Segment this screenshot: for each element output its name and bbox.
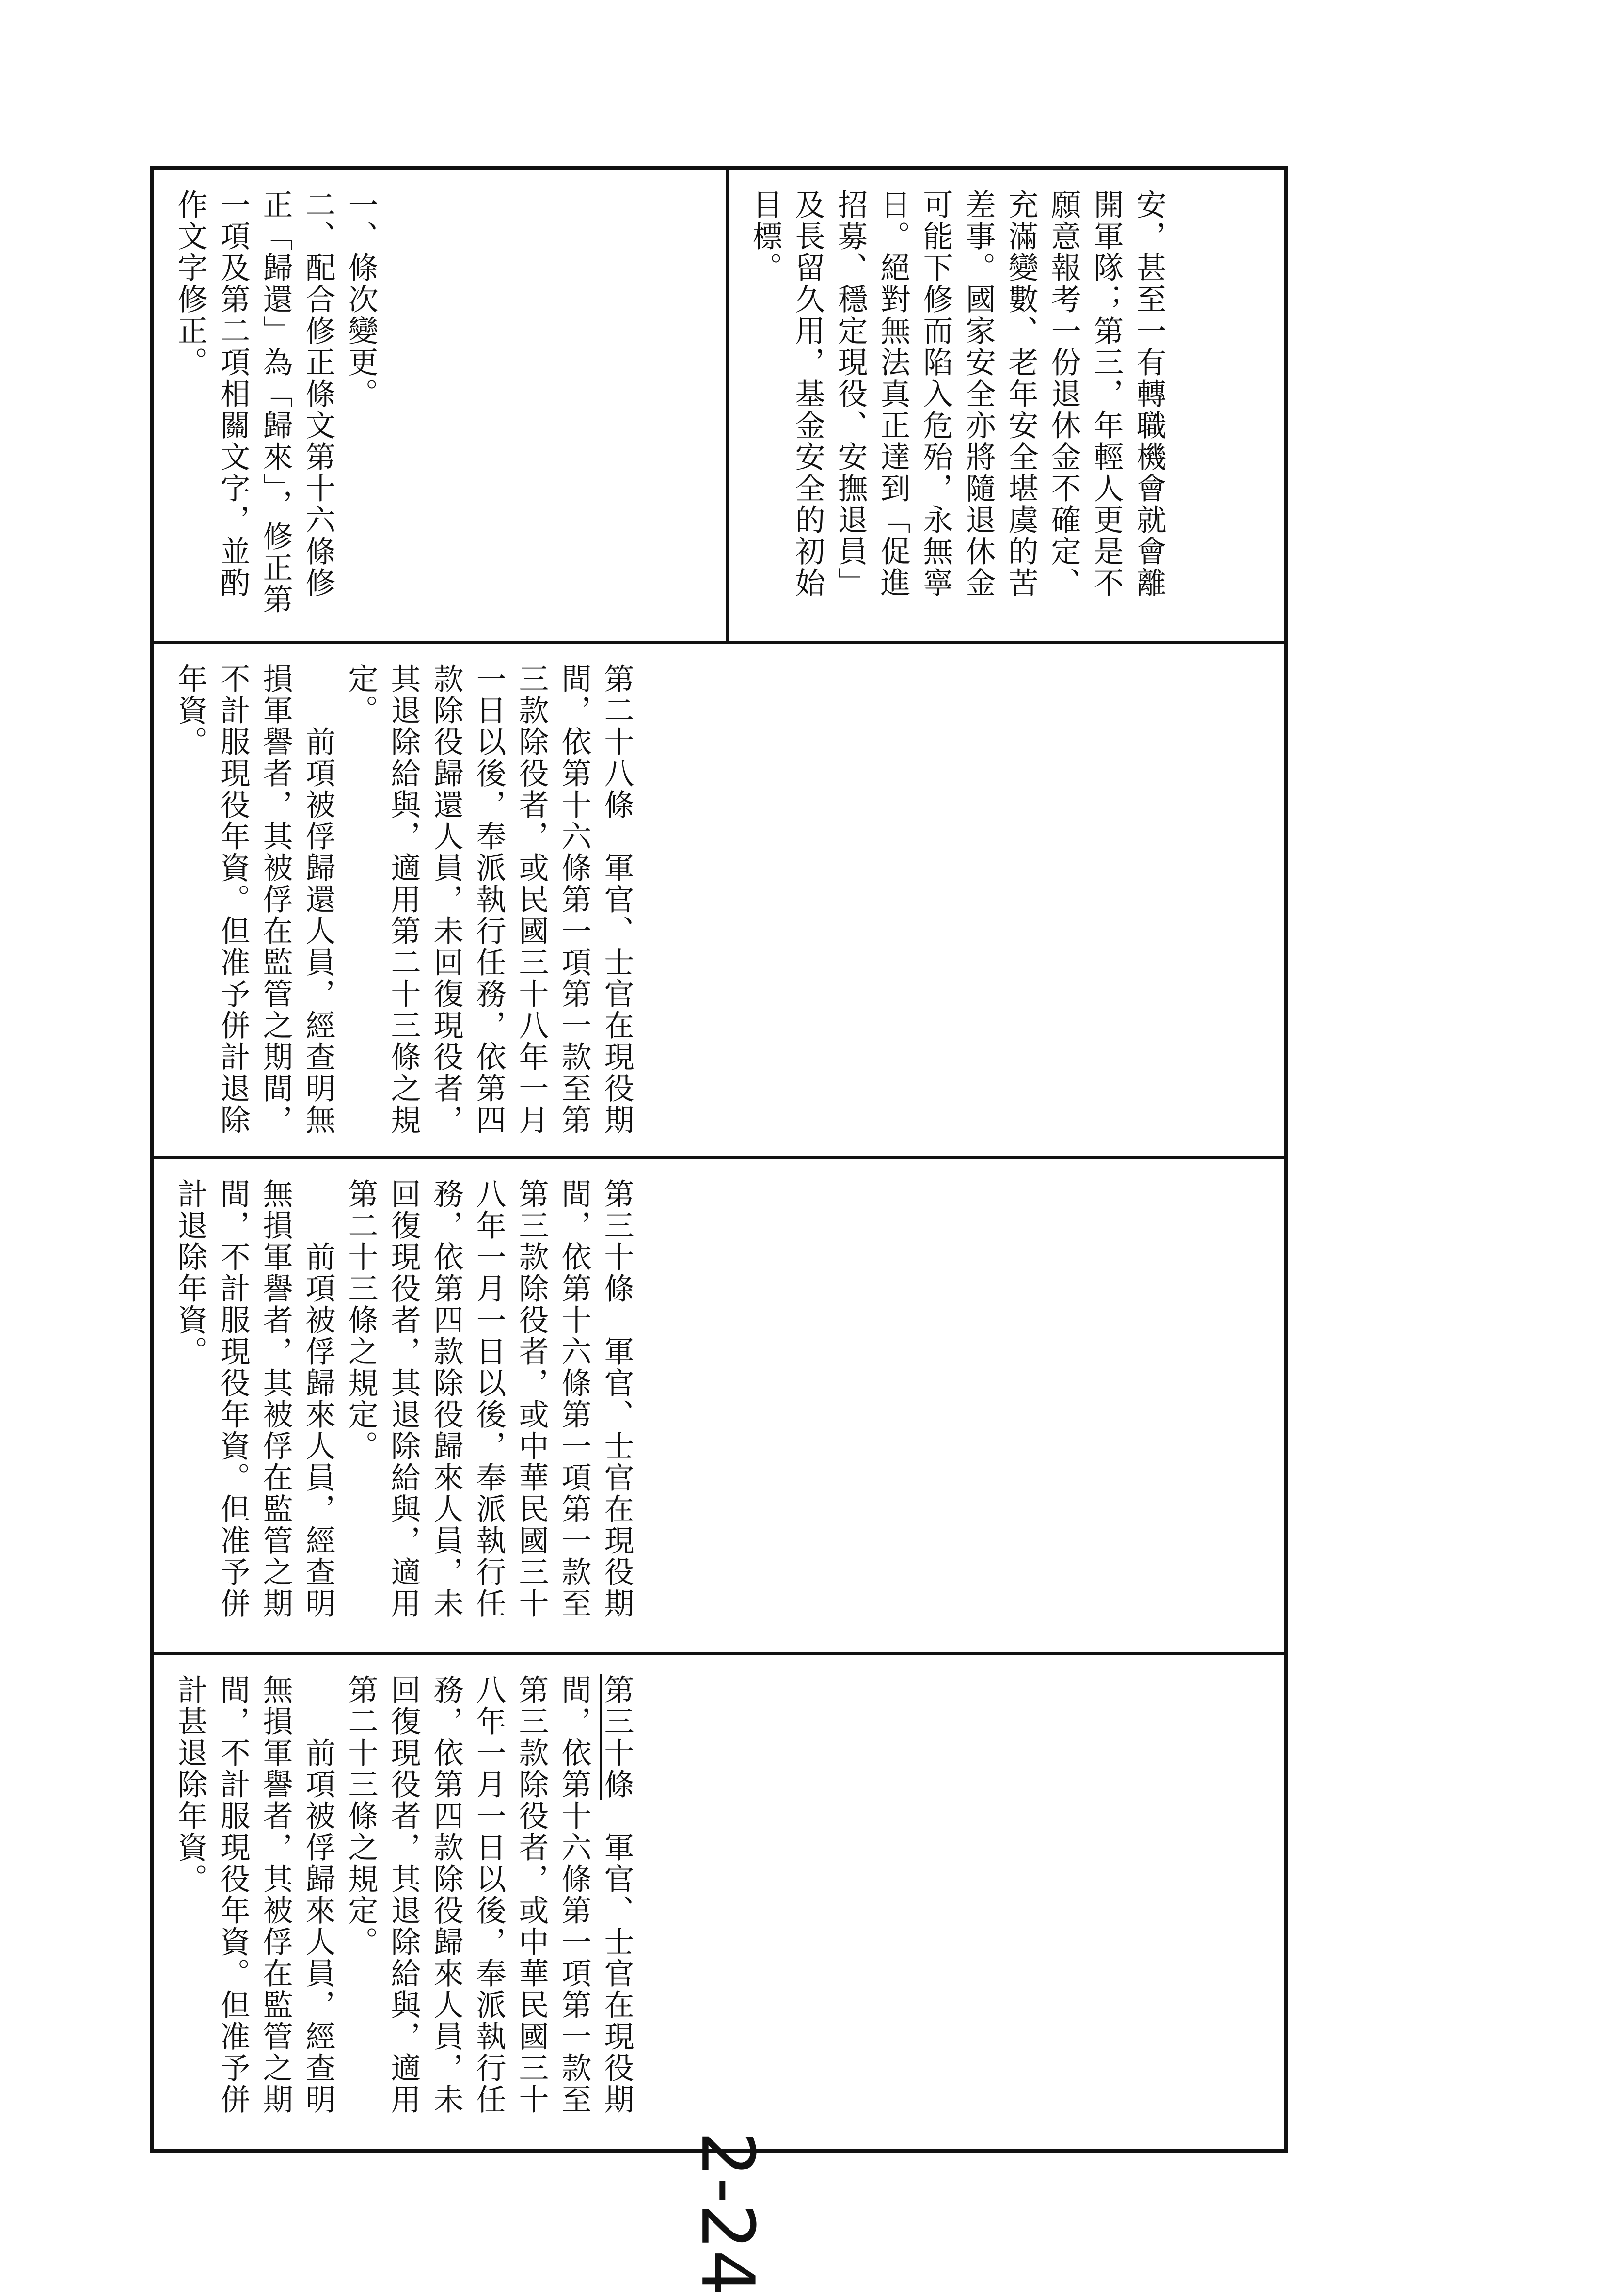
comparison-table [150,166,1288,2153]
explanation-text-continued: 安，甚至一有轉職機會就會離開軍隊；第三，年輕人更是不願意報考一份退休金不確定、充滿變數、老年安全堪虞的苦差事。國家安全亦將隨退休金可能下修而陷入危殆，永無寧日。絕對無法真正達到「促進招募、穩定現役、安撫退員」及長留久用，基金安全的初始目標。 [747,189,1167,599]
explanation-cell-continued [729,170,1284,641]
explanation-text-article-28: 一、條次變更。 二、配合修正條文第十六條修正「歸還」為「歸來」，修正第一項及第二項相關文字，並酌作文字修正。 [173,189,379,615]
current-law-cell-article-30 [154,1159,726,1652]
proposal-cell-article-28 [154,644,726,1156]
explanation-cell-article-28 [154,170,726,641]
page-number: 2-24 [685,2131,770,2296]
empty-cell [729,1159,1284,1652]
amendment-cell-article-30 [154,1655,726,2149]
amendment-text-article-30 [169,1674,638,2130]
amendment-body: 軍官、士官在現役期間，依第十六條第一項第一款至第三款除役者，或中華民國三十八年一月一日以後，奉派執行任務，依第四款除役歸來人員，未回復現役者，其退除給與，適用第二十三條之規定。 前項被俘歸來人員，經查明無損軍譽者，其被俘在監管之期間，不計服現役年資。但准予併計甚退除年資。 [173,1674,634,2115]
article-title-underlined: 第三十條 [599,1674,634,1800]
empty-cell [729,644,1284,1156]
proposal-text-article-28: 第二十八條 軍官、士官在現役期間，依第十六條第一項第一款至第三款除役者，或民國三十八年一月一日以後，奉派執行任務，依第四款除役歸還人員，未回復現役者，其退除給與，適用第二十三條之規定。 前項被俘歸還人員，經查明無損軍譽者，其被俘在監管之期間，不計服現役年資。但准予併計退除年資。 [173,663,634,1136]
empty-cell [729,1655,1284,2149]
current-law-text-article-30: 第三十條 軍官、士官在現役期間，依第十六條第一項第一款至第三款除役者，或中華民國三十八年一月一日以後，奉派執行任務，依第四款除役歸來人員，未回復現役者，其退除給與，適用第二十三條之規定。 前項被俘歸來人員，經查明無損軍譽者，其被俘在監管之期間，不計服現役年資。但准予併計退除年資。 [173,1178,634,1619]
